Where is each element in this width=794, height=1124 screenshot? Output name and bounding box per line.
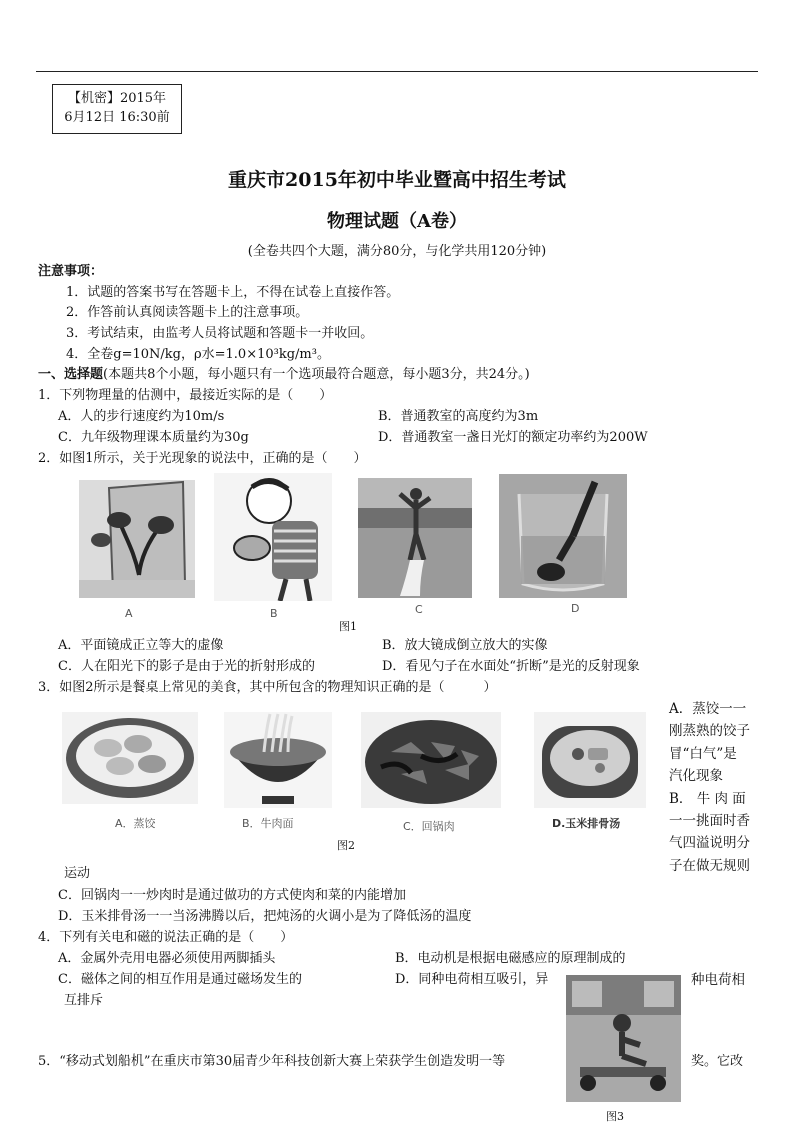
figure-1a-label: A (125, 607, 133, 620)
q4-option-d: D．同种电荷相互吸引，异 (395, 972, 549, 987)
top-rule (36, 71, 758, 72)
q3-stem: 3．如图2所示是餐桌上常见的美食，其中所包含的物理知识正确的是（ ） (38, 680, 497, 695)
q1-option-b: B．普通教室的高度约为3m (378, 409, 539, 424)
q3-side-line: B． 牛 肉 面 (669, 790, 746, 807)
exam-info: (全卷共四个大题，满分80分，与化学共用120分钟) (247, 244, 547, 259)
section-prefix: 一、 (38, 367, 65, 382)
q3-side-line: A．蒸饺一一 (669, 701, 747, 717)
figure-2a-dumplings-photo (62, 712, 198, 804)
q1-option-a: A．人的步行速度约为10m/s (58, 409, 225, 424)
q2-option-b: B．放大镜成倒立放大的实像 (382, 638, 548, 653)
q3-side-text (669, 698, 750, 877)
figure-1c-label: C (415, 603, 423, 616)
confidential-line-1: 【机密】2015年 (67, 91, 167, 106)
q4-stem: 4．下列有关电和磁的说法正确的是（ ） (38, 930, 294, 945)
notice-item: 1．试题的答案书写在答题卡上，不得在试卷上直接作答。 (66, 285, 400, 300)
q3-side-line: 一一挑面时香 (669, 813, 750, 830)
section-name: 选择题 (64, 367, 104, 382)
confidential-box (52, 84, 182, 134)
figure-2b-beef-noodle-photo (224, 712, 332, 808)
figure-1d-label: D (571, 602, 580, 615)
figure-2d-corn-rib-soup-photo (534, 712, 646, 808)
figure-1b-label: B (270, 607, 278, 620)
figure-3-rowing-machine-photo (566, 975, 681, 1102)
q1-option-c: C．九年级物理课本质量约为30g (58, 430, 249, 445)
figure-1-caption: 图1 (339, 620, 357, 633)
q1-stem: 1．下列物理量的估测中，最接近实际的是（ ） (38, 388, 333, 403)
figure-1b-magnifier-photo (214, 473, 332, 601)
q4-option-d-tail: 互排斥 (64, 993, 104, 1008)
exam-title: 重庆市2015年初中毕业暨高中招生考试 (228, 169, 566, 191)
notice-heading: 注意事项： (38, 264, 104, 279)
q3-side-line: 气四溢说明分 (669, 835, 750, 852)
figure-2-caption: 图2 (337, 839, 355, 852)
q4-option-c: C．磁体之间的相互作用是通过磁场发生的 (58, 972, 302, 987)
q2-option-d: D．看见勺子在水面处“折断”是光的反射现象 (382, 659, 640, 674)
section-heading (38, 366, 530, 384)
q3-side-line: 汽化现象 (669, 768, 723, 785)
q3-side-line: 刚蒸熟的饺子 (669, 723, 750, 740)
figure-2c-label: C．回锅肉 (403, 820, 455, 833)
q4-option-a: A．金属外壳用电器必须使用两脚插头 (58, 951, 276, 966)
figure-2d-label: D.玉米排骨汤 (552, 817, 621, 830)
q1-option-d: D．普通教室一盏日光灯的额定功率约为200W (378, 430, 648, 445)
figure-1a-mirror-photo (79, 480, 195, 598)
q3-option-d: D．玉米排骨汤一一当汤沸腾以后，把炖汤的火调小是为了降低汤的温度 (58, 909, 472, 924)
notice-item: 4．全卷g=10N/kg，ρ水=1.0×10³kg/m³。 (66, 347, 330, 362)
q3-continuation: 运动 (64, 866, 91, 881)
section-desc: (本题共8个小题，每小题只有一个选项最符合题意，每小题3分，共24分。) (103, 367, 530, 382)
figure-1c-shadow-photo (358, 478, 472, 598)
figure-1d-spoon-photo (499, 474, 627, 598)
paper-subtitle: 物理试题（A卷） (327, 211, 467, 232)
q3-option-c: C．回锅肉一一炒肉时是通过做功的方式使肉和菜的内能增加 (58, 888, 406, 903)
q2-stem: 2．如图1所示，关于光现象的说法中，正确的是（ ） (38, 451, 367, 466)
figure-2a-label: A．蒸饺 (115, 817, 156, 830)
q4-option-b: B．电动机是根据电磁感应的原理制成的 (395, 951, 626, 966)
confidential-line-2: 6月12日 16:30前 (64, 110, 170, 125)
figure-3-caption: 图3 (606, 1110, 624, 1123)
notice-item: 2．作答前认真阅读答题卡上的注意事项。 (66, 305, 309, 320)
q2-option-c: C．人在阳光下的影子是由于光的折射形成的 (58, 659, 315, 674)
q2-option-a: A．平面镜成正立等大的虚像 (58, 638, 224, 653)
q3-side-line: 冒“白气”是 (669, 745, 737, 762)
q5-stem: 5．“移动式划船机”在重庆市第30届青少年科技创新大赛上荣获学生创造发明一等 (38, 1054, 506, 1069)
figure-2b-label: B．牛肉面 (242, 817, 294, 830)
q4-option-d-continued: 种电荷相 (691, 972, 745, 988)
q5-stem-continued: 奖。它改 (691, 1054, 744, 1069)
q3-side-line: 子在做无规则 (669, 857, 750, 874)
notice-item: 3．考试结束，由监考人员将试题和答题卡一并收回。 (66, 326, 374, 341)
figure-2c-twice-cooked-pork-photo (361, 712, 501, 808)
